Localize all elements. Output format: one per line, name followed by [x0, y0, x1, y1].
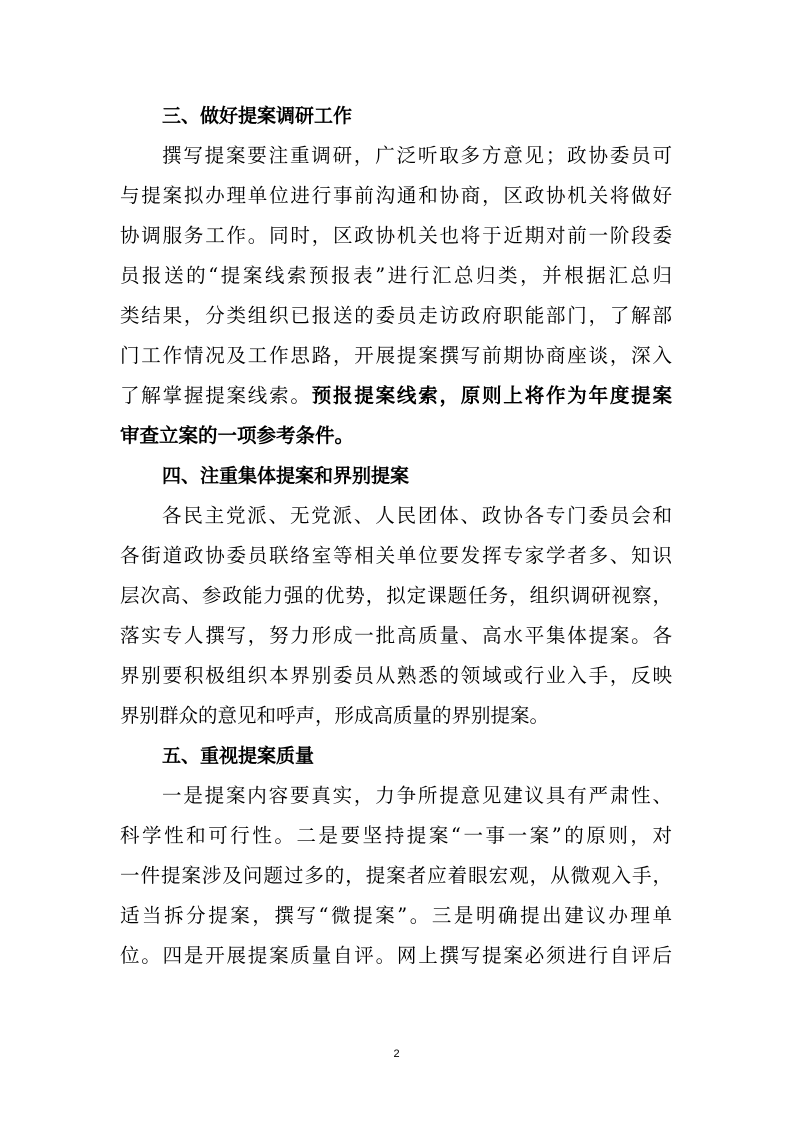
section-heading: 四、注重集体提案和界别提案: [162, 465, 410, 487]
body-text: 各街道政协委员联络室等相关单位要发挥专家学者多、知识: [120, 544, 672, 567]
body-text: 门工作情况及工作思路，开展提案撰写前期协商座谈，深入: [120, 344, 672, 367]
paragraph-line: [120, 778, 672, 814]
paragraph-line: [120, 818, 672, 854]
paragraph-line: [120, 938, 672, 974]
paragraph-line: [120, 658, 672, 694]
paragraph-line: [120, 538, 672, 574]
body-text: 了解掌握提案线索。: [120, 384, 312, 407]
body-text: 类结果，分类组织已报送的委员走访政府职能部门，了解部: [120, 304, 672, 327]
paragraph-line: [120, 138, 672, 174]
body-text: 落实专人撰写，努力形成一批高质量、高水平集体提案。各: [120, 624, 672, 647]
paragraph-line: [120, 618, 672, 654]
paragraph-line: [120, 218, 672, 254]
body-text: 员报送的“提案线索预报表”进行汇总归类，并根据汇总归: [120, 264, 672, 287]
body-text: 层次高、参政能力强的优势，拟定课题任务，组织调研视察，: [120, 584, 672, 607]
body-text: 与提案拟办理单位进行事前沟通和协商，区政协机关将做好: [120, 184, 672, 207]
body-text: 一件提案涉及问题过多的，提案者应着眼宏观，从微观入手，: [120, 864, 672, 887]
body-text: 位。四是开展提案质量自评。网上撰写提案必须进行自评后: [120, 944, 672, 967]
bold-text: 审查立案的一项参考条件。: [120, 424, 355, 447]
paragraph-line: [120, 378, 672, 414]
section-heading: 五、重视提案质量: [162, 745, 315, 767]
bold-text: 预报提案线索，原则上将作为年度提案: [311, 384, 672, 407]
paragraph-line: [120, 178, 672, 214]
paragraph-line: [120, 858, 672, 894]
body-text: 撰写提案要注重调研，广泛听取多方意见；政协委员可: [162, 144, 672, 167]
body-text: 科学性和可行性。二是要坚持提案“一事一案”的原则，对: [120, 824, 672, 847]
document-body: [120, 98, 672, 978]
body-text: 一是提案内容要真实，力争所提意见建议具有严肃性、: [162, 784, 672, 807]
paragraph-line: [120, 258, 672, 294]
section-heading: 三、做好提案调研工作: [162, 105, 353, 127]
paragraph-line: [120, 418, 672, 454]
body-text: 适当拆分提案，撰写“微提案”。三是明确提出建议办理单: [120, 904, 672, 927]
paragraph-line: [120, 898, 672, 934]
paragraph-line: [120, 498, 672, 534]
body-text: 界别群众的意见和呼声，形成高质量的界别提案。: [120, 704, 550, 727]
body-text: 界别要积极组织本界别委员从熟悉的领域或行业入手，反映: [120, 664, 672, 687]
body-text: 各民主党派、无党派、人民团体、政协各专门委员会和: [162, 504, 672, 527]
paragraph-line: [120, 338, 672, 374]
paragraph-line: [120, 578, 672, 614]
page-number: 2: [393, 1048, 400, 1060]
paragraph-line: [120, 298, 672, 334]
paragraph-line: [120, 698, 672, 734]
body-text: 协调服务工作。同时，区政协机关也将于近期对前一阶段委: [120, 224, 672, 247]
